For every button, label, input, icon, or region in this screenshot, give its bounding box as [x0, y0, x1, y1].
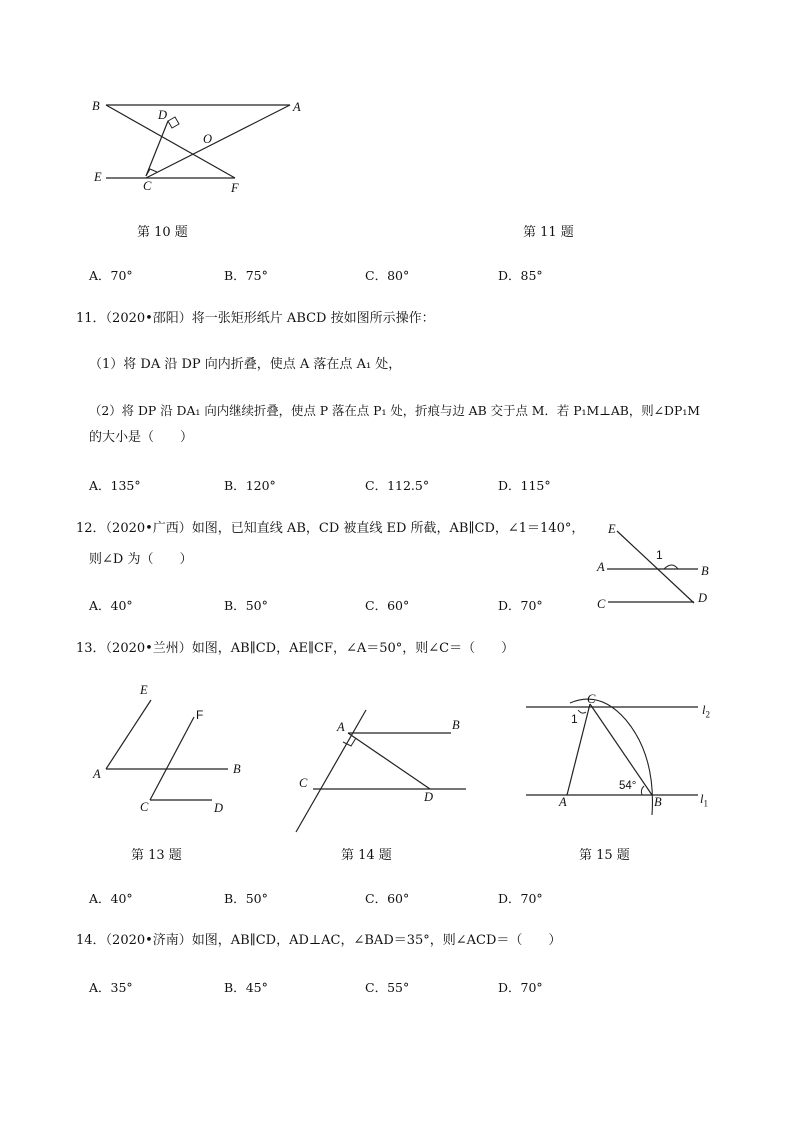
fig10-label-D: D	[158, 108, 168, 122]
fig15-angle-1-arc	[578, 710, 586, 713]
q11-step2b: 的大小是（ ）	[89, 430, 194, 445]
q11-choice-b[interactable]: B．120°	[224, 478, 276, 493]
fig10-label-B: B	[92, 99, 100, 113]
fig12-label-A: A	[597, 560, 605, 574]
fig13-label-F: F	[196, 708, 204, 722]
fig15-label-l1: $l_1$	[700, 792, 708, 809]
q10-choice-d[interactable]: D．85°	[498, 268, 543, 283]
q12-stem: 12．（2020•广西）如图，已知直线 AB，CD 被直线 ED 所截，AB∥CD，∠1＝140°，	[76, 521, 585, 536]
q11-choice-d[interactable]: D．115°	[498, 478, 551, 493]
fig12-label-1: 1	[656, 548, 663, 562]
fig15-arc-large	[570, 699, 652, 815]
q13-choice-a[interactable]: A．40°	[89, 891, 133, 906]
figure-13-caption: 第 13 题	[131, 848, 182, 863]
fig10-label-A: A	[293, 100, 301, 114]
q13-choice-c[interactable]: C．60°	[365, 891, 410, 906]
q12-choice-c[interactable]: C．60°	[365, 598, 410, 613]
q14-choice-b[interactable]: B．45°	[224, 980, 268, 995]
fig15-label-A: A	[559, 795, 567, 809]
figure-11-caption: 第 11 题	[523, 225, 574, 240]
fig15-label-l2: $l_2$	[702, 703, 710, 720]
fig12-label-E: E	[608, 522, 616, 536]
fig14-label-B: B	[452, 718, 460, 732]
q11-choice-c[interactable]: C．112.5°	[365, 478, 430, 493]
figure-15-caption: 第 15 题	[579, 848, 630, 863]
q12-stem2: 则∠D 为（ ）	[89, 552, 193, 567]
q12-choice-d[interactable]: D．70°	[498, 598, 543, 613]
q10-choice-b[interactable]: B．75°	[224, 268, 268, 283]
q11-stem: 11．（2020•邵阳）将一张矩形纸片 ABCD 按如图所示操作：	[76, 311, 435, 326]
q14-choice-d[interactable]: D．70°	[498, 980, 543, 995]
fig15-label-54: 54°	[619, 780, 637, 792]
q13-stem: 13．（2020•兰州）如图，AB∥CD，AE∥CF，∠A＝50°，则∠C＝（ ）	[76, 641, 515, 656]
q12-choice-b[interactable]: B．50°	[224, 598, 268, 613]
fig15-label-C: C	[587, 692, 596, 706]
fig14-label-C: C	[299, 776, 308, 790]
fig15-label-B: B	[654, 795, 662, 809]
q10-choice-a[interactable]: A．70°	[89, 268, 133, 283]
q11-choice-a[interactable]: A．135°	[89, 478, 141, 493]
q14-choice-c[interactable]: C．55°	[365, 980, 410, 995]
q14-choice-a[interactable]: A．35°	[89, 980, 133, 995]
q13-choice-b[interactable]: B．50°	[224, 891, 268, 906]
fig14-label-D: D	[424, 790, 434, 804]
q10-choice-c[interactable]: C．80°	[365, 268, 410, 283]
fig12-label-D: D	[698, 591, 708, 605]
fig13-label-E: E	[140, 683, 148, 697]
fig13-label-A: A	[93, 767, 101, 781]
fig12-label-B: B	[701, 564, 709, 578]
fig12-label-C: C	[597, 597, 606, 611]
figure-14-caption: 第 14 题	[341, 848, 392, 863]
fig10-label-F: F	[231, 181, 239, 195]
fig15-angle-54-arc	[641, 786, 644, 795]
q14-stem: 14．（2020•济南）如图，AB∥CD，AD⊥AC，∠BAD＝35°，则∠ACD＝（ ）	[76, 933, 562, 948]
fig13-label-D: D	[214, 801, 224, 815]
fig10-label-C: C	[143, 179, 152, 193]
figure-10-caption: 第 10 题	[137, 225, 188, 240]
fig14-label-A: A	[337, 720, 345, 734]
fig10-label-O: O	[203, 132, 213, 146]
q13-choice-d[interactable]: D．70°	[498, 891, 543, 906]
fig13-label-B: B	[233, 762, 241, 776]
q11-step2: （2）将 DP 沿 DA₁ 向内继续折叠，使点 P 落在点 P₁ 处，折痕与边 AB 交于点 M．若 P₁M⊥AB，则∠DP₁M	[89, 403, 700, 418]
fig13-label-C: C	[140, 800, 149, 814]
q11-step1: （1）将 DA 沿 DP 向内折叠，使点 A 落在点 A₁ 处，	[89, 357, 402, 372]
fig15-label-1: 1	[571, 712, 578, 726]
q12-choice-a[interactable]: A．40°	[89, 598, 133, 613]
fig10-label-E: E	[94, 170, 102, 184]
